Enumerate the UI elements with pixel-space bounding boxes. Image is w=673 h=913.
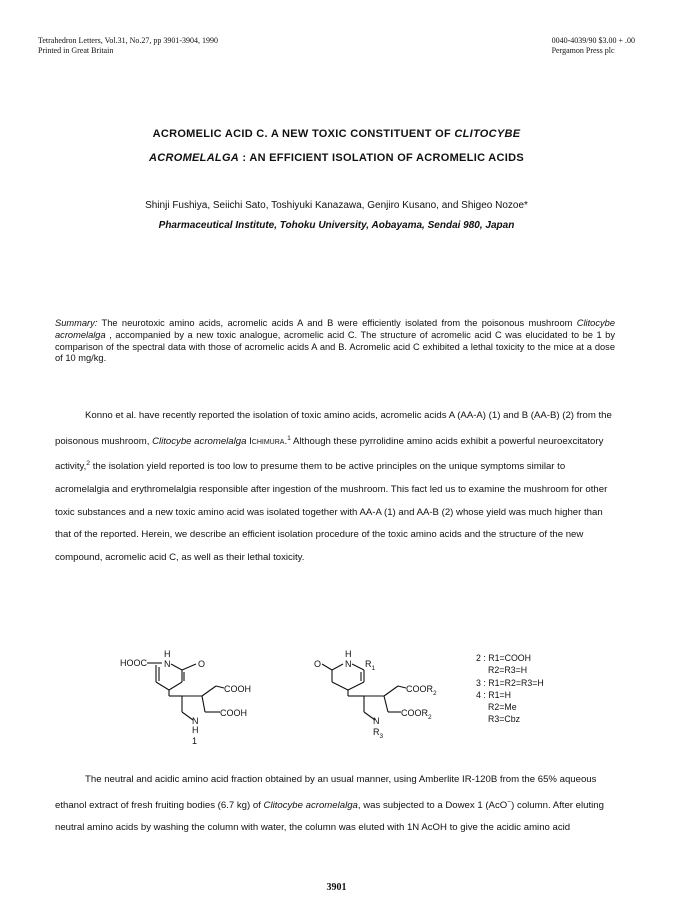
- legend-4c: R3=Cbz: [488, 714, 521, 725]
- iso-text-2: , was subjected to a Dowex 1 (AcO: [357, 799, 508, 811]
- legend-4: 4 : R1=H: [476, 689, 511, 700]
- legend-2: 2 : R1=COOH: [476, 653, 531, 663]
- title-line-1: [0, 128, 673, 140]
- legend-3: 3 : R1=R2=R3=H: [476, 677, 544, 688]
- intro-text-3: the isolation yield reported is too low to presume them to be active principles on the unique symptoms similar to acromelalgia and erythromelalgia responsible after ingestion of the mushroom. This fact led us to examine the mushroom for other toxic substances and a new toxic amino acid was isolated together with AA-A (1) and AA-B (2) whose yield was much higher than that of the reported. Herein, we describe an efficient isolation procedure of the toxic amino acids and the structure of the new compound, acromelic acid C, as well as their lethal toxicity.: [55, 461, 608, 563]
- s2-coor-b: $COOR_2$: [401, 708, 432, 721]
- publisher-name: Pergamon Press plc: [551, 46, 615, 55]
- iso-superscript: −: [507, 798, 512, 806]
- s1-nh-n: N: [192, 716, 199, 726]
- title-genus: CLITOCYBE: [454, 128, 521, 140]
- s1-bonds: [147, 663, 224, 720]
- s2-coor-a: $COOR_2$: [406, 684, 437, 697]
- intro-text-1: Konno et al. have recently reported the isolation of toxic amino acids, acromelic acids A (AA-A) (1) and B (AA-B) (2) from the poisonous mushroom,: [55, 410, 612, 447]
- summary-text-2: , accompanied by a new toxic analogue, acromelic acid C. The structure of acromelic acid C was elucidated to be 1 by comparison of the spectral data with those of acromelic acids A and B. Acromelic acid C exhibited a lethal toxicity to the mice at a dose of 10 mg/kg.: [55, 329, 615, 364]
- title-species: ACROMELALGA: [148, 152, 240, 164]
- issn-price: 0040-4039/90 $3.00 + .00: [551, 36, 635, 45]
- structure-1: [120, 649, 251, 746]
- summary-paragraph: [55, 318, 615, 365]
- author-list: Shinji Fushiya, Seiichi Sato, Toshiyuki Kanazawa, Genjiro Kusano, and Shigeo Nozoe*: [145, 200, 528, 211]
- s2-bonds: [322, 664, 406, 720]
- printed-in: Printed in Great Britain: [38, 46, 114, 55]
- structure-2: [314, 649, 437, 740]
- s2-o: O: [314, 659, 322, 669]
- s1-ring-n: N: [164, 659, 171, 669]
- iso-text-1: The neutral and acidic amino acid fraction obtained by an usual manner, using Amberlite IR-120B from the 65% aqueous ethanol extract of fresh fruiting bodies (6.7 kg) of: [55, 774, 597, 811]
- legend-4b: R2=Me: [488, 702, 517, 713]
- title-line-2: [0, 152, 673, 164]
- publisher-header: [552, 36, 635, 56]
- page-number: 3901: [326, 882, 347, 893]
- journal-header: [38, 36, 218, 56]
- s1-nh-h: H: [192, 725, 199, 735]
- s1-cooh-b: COOH: [220, 708, 247, 718]
- summary-label: Summary:: [55, 318, 98, 328]
- ref-1: 1: [287, 434, 291, 442]
- intro-text-2: Although these pyrrolidine amino acids exhibit a powerful neuroexcitatory activity,: [55, 435, 604, 473]
- intro-authority: Ichimura.: [246, 435, 288, 447]
- s1-ring-o: O: [198, 659, 206, 669]
- affiliation: Pharmaceutical Institute, Tohoku University, Aobayama, Sendai 980, Japan: [158, 220, 515, 231]
- ref-2: 2: [86, 460, 91, 468]
- s2-n2: N: [373, 716, 380, 726]
- summary-species: Clitocybe acromelalga: [55, 318, 615, 340]
- s1-cooh-a: COOH: [224, 684, 251, 694]
- s2-h-top: H: [345, 649, 352, 659]
- s1-hooc: HOOC: [120, 658, 147, 668]
- s2-n: N: [345, 659, 352, 669]
- legend-2b: R2=R3=H: [488, 665, 528, 676]
- iso-species: Clitocybe acromelalga: [263, 799, 358, 811]
- journal-citation: Tetrahedron Letters, Vol.31, No.27, pp 3901-3904, 1990: [38, 36, 219, 45]
- s1-h-top: H: [164, 649, 171, 659]
- substituent-legend: [476, 652, 544, 726]
- intro-paragraph: [55, 405, 620, 570]
- title-text-1: ACROMELIC ACID C. A NEW TOXIC CONSTITUENT OF: [152, 128, 451, 140]
- summary-text-1: The neurotoxic amino acids, acromelic acids A and B were efficiently isolated from the poisonous mushroom: [97, 318, 577, 328]
- title-text-2: : AN EFFICIENT ISOLATION OF ACROMELIC ACIDS: [239, 152, 524, 164]
- intro-species: Clitocybe acromelalga: [152, 435, 247, 447]
- isolation-paragraph: [55, 769, 620, 840]
- s2-r1: $R_1$: [365, 659, 376, 672]
- iso-text-3: ) column. After eluting neutral amino acids by washing the column with water, the column was eluted with 1N AcOH to give the acidic amino acid: [55, 799, 604, 834]
- s1-number: 1: [192, 736, 198, 746]
- s2-r3: $R_3$: [373, 727, 384, 740]
